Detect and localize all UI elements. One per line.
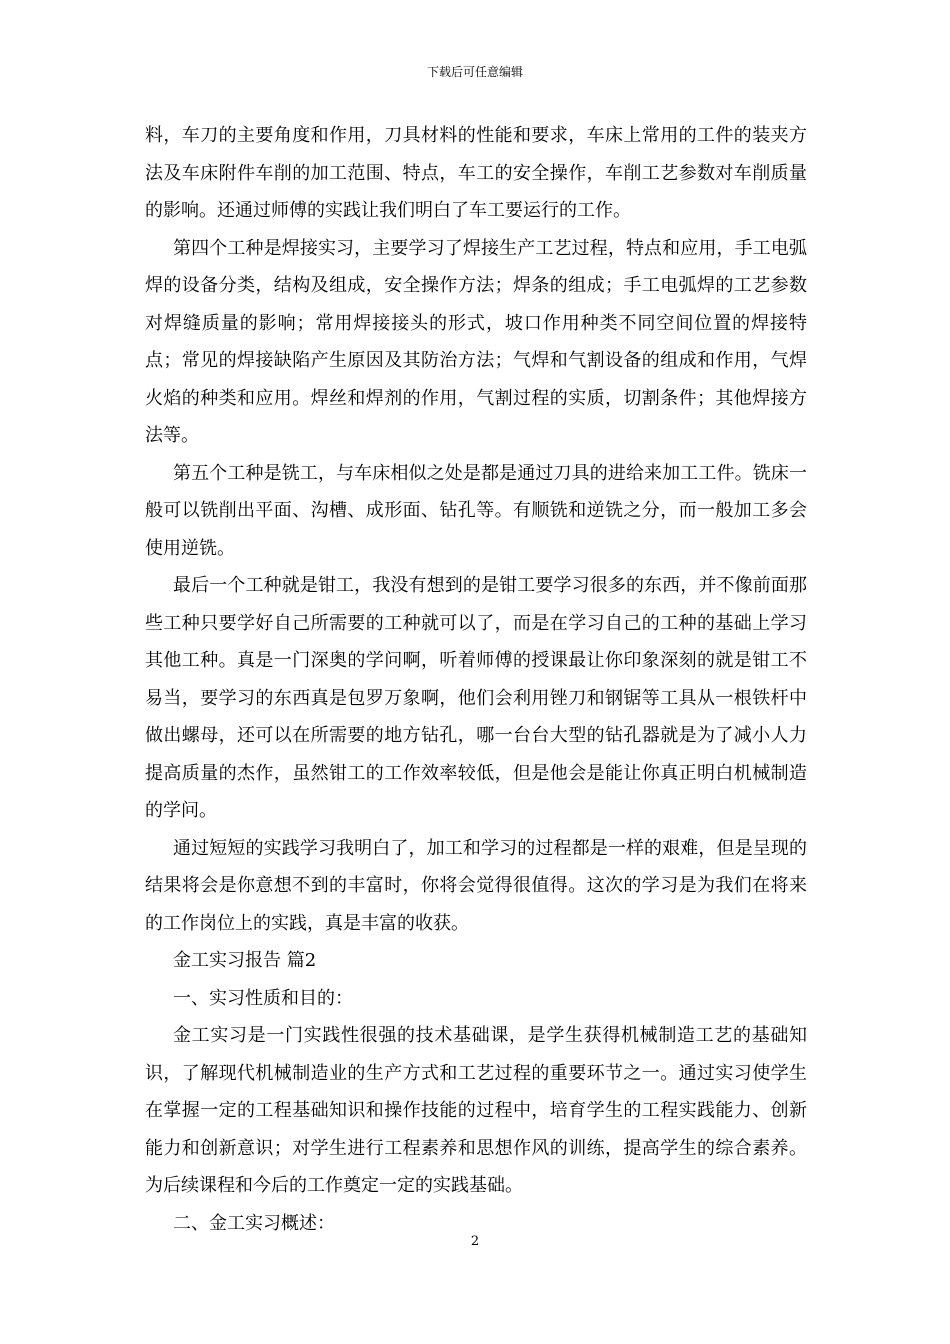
- page-number: 2: [470, 1234, 480, 1249]
- heading-nature-purpose: 一、实习性质和目的：: [173, 987, 353, 1009]
- document-body: [145, 117, 807, 1242]
- heading-overview: 二、金工实习概述：: [173, 1212, 335, 1234]
- page-header: 下载后可任意编辑: [426, 65, 523, 79]
- paragraph-welding: 第四个工种是焊接实习，主要学习了焊接生产工艺过程，特点和应用，手工电弧焊的设备分类，结构及组成，安全操作方法；焊条的组成；手工电弧焊的工艺参数对焊缝质量的影响；常用焊接接头的形式，坡口作用种类不同空间位置的焊接特点；常见的焊接缺陷产生原因及其防治方法；气焊和气割设备的组成和作用，气焊火焰的种类和应用。焊丝和焊剂的作用，气割过程的实质，切割条件；其他焊接方法等。: [145, 237, 807, 446]
- paragraph-conclusion: 通过短短的实践学习我明白了，加工和学习的过程都是一样的艰难，但是呈现的结果将会是你意想不到的丰富时，你将会觉得很值得。这次的学习是为我们在将来的工作岗位上的实践，真是丰富的收获。: [145, 837, 807, 934]
- paragraph-nature-purpose: 金工实习是一门实践性很强的技术基础课，是学生获得机械制造工艺的基础知识，了解现代机械制造业的生产方式和工艺过程的重要环节之一。通过实习使学生在掌握一定的工程基础知识和操作技能的过程中，培育学生的工程实践能力、创新能力和创新意识；对学生进行工程素养和思想作风的训练，提高学生的综合素养。为后续课程和今后的工作奠定一定的实践基础。: [145, 1025, 807, 1196]
- paragraph-milling: 第五个工种是铣工，与车床相似之处是都是通过刀具的进给来加工工件。铣床一般可以铣削出平面、沟槽、成形面、钻孔等。有顺铣和逆铣之分，而一般加工多会使用逆铣。: [145, 462, 807, 559]
- section-title-report-2: 金工实习报告 篇2: [173, 950, 317, 971]
- paragraph-fitter: 最后一个工种就是钳工，我没有想到的是钳工要学习很多的东西，并不像前面那些工种只要学好自己所需要的工种就可以了，而是在学习自己的工种的基础上学习其他工种。真是一门深奥的学问啊，听着师傅的授课最让你印象深刻的就是钳工不易当，要学习的东西真是包罗万象啊，他们会利用锉刀和钢锯等工具从一根铁杆中做出螺母，还可以在所需要的地方钻孔，哪一台台大型的钻孔器就是为了减小人力提高质量的杰作，虽然钳工的工作效率较低，但是他会是能让你真正明白机械制造的学问。: [145, 575, 807, 821]
- paragraph-turning-cont: 料，车刀的主要角度和作用，刀具材料的性能和要求，车床上常用的工件的装夹方法及车床附件车削的加工范围、特点，车工的安全操作，车削工艺参数对车削质量的影响。还通过师傅的实践让我们明白了车工要运行的工作。: [145, 125, 807, 221]
